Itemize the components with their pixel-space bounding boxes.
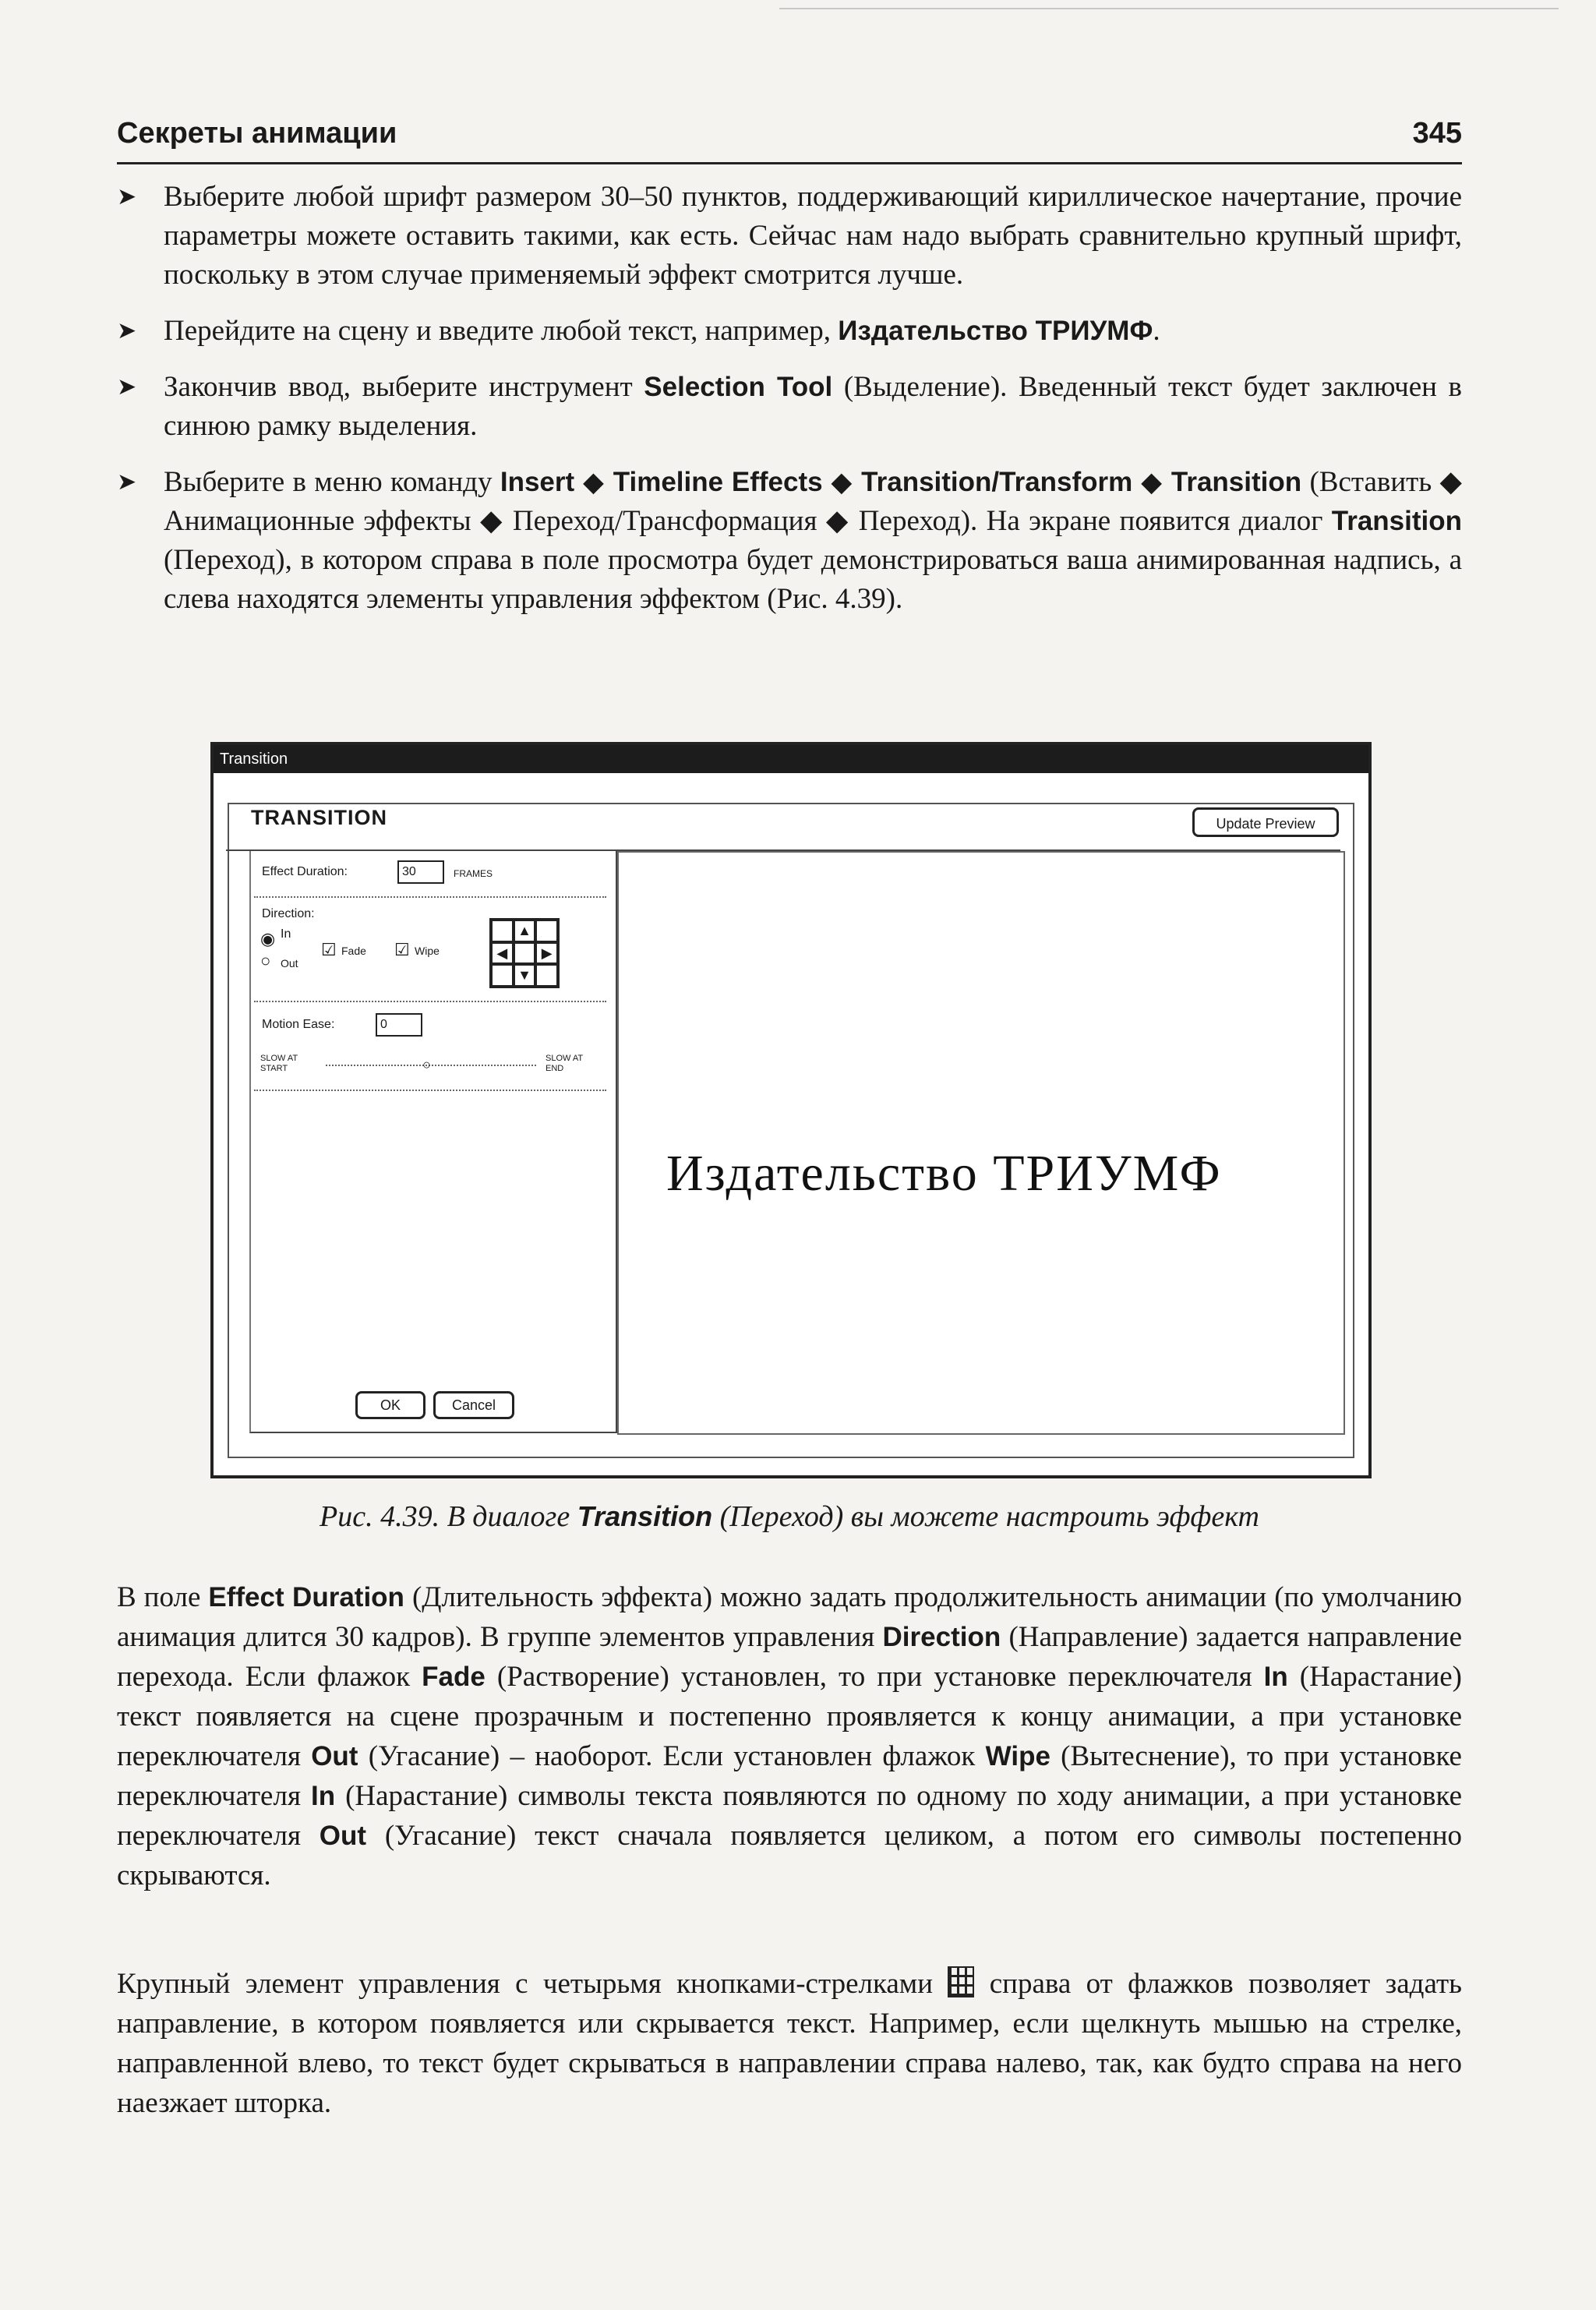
bold-term: Direction (882, 1622, 1001, 1652)
direction-label: Direction: (262, 907, 315, 920)
dialog-titlebar: Transition (214, 745, 1368, 773)
body-paragraph (117, 1577, 1462, 1895)
list-item-text (164, 466, 1462, 615)
radio-out[interactable]: ○ (260, 951, 271, 970)
caption-prefix: Рис. 4.39. В диалоге (320, 1500, 577, 1533)
slow-at-end-label: SLOW AT END (546, 1054, 583, 1073)
text-run: (Переход), в котором справа в поле просмотра будет демонстрироваться ваша анимированная надпись, а слева находятся элементы управления эффектом (Рис. 4.39). (164, 544, 1462, 615)
list-item (117, 178, 1462, 295)
bullet-arrow-icon: ➤ (117, 469, 137, 495)
text-run: Выберите в меню команду (164, 466, 500, 498)
paragraph-text: Крупный элемент управления с четырьмя кнопками-стрелками (117, 1968, 948, 2000)
list-item (117, 463, 1462, 619)
motion-ease-label: Motion Ease: (262, 1018, 335, 1031)
caption-bold: Transition (577, 1500, 713, 1532)
bold-term: In (310, 1781, 336, 1811)
wipe-checkbox[interactable]: ☑ (394, 940, 410, 959)
text-run: (Угасание) – наоборот. Если установлен флажок (358, 1740, 986, 1772)
bullet-arrow-icon: ➤ (117, 184, 137, 210)
text-run: Выберите любой шрифт размером 30–50 пунктов, поддерживающий кириллическое начертание, прочие параметры можете оставить такими, как есть. Сейчас нам надо выбрать сравнительно крупный шрифт, поскольку в этом случае применяемый эффект смотрится лучше. (164, 181, 1462, 291)
top-edge-rule (779, 8, 1559, 9)
list-item-text (164, 181, 1462, 291)
chapter-title: Секреты анимации (117, 117, 397, 150)
list-item-text (164, 371, 1462, 442)
text-run: (Вытеснение), то при установке переключателя (117, 1740, 1462, 1812)
motion-ease-field[interactable]: 0 (376, 1013, 422, 1037)
ease-slider-thumb[interactable]: ○ (422, 1057, 431, 1072)
frames-label: FRAMES (454, 868, 493, 879)
effect-settings-panel (249, 851, 617, 1433)
ok-button[interactable]: OK (355, 1391, 425, 1419)
effect-duration-field[interactable]: 30 (397, 860, 444, 884)
slow-at-start-label: SLOW AT START (260, 1054, 298, 1073)
arrow-left-button[interactable]: ◀ (491, 942, 514, 965)
bullet-arrow-icon: ➤ (117, 374, 137, 400)
arrow-grid-icon (948, 1966, 974, 1997)
text-run: Перейдите на сцену и введите любой текст, например, (164, 315, 839, 347)
fade-label: Fade (341, 945, 366, 957)
list-item (117, 312, 1462, 351)
body-paragraph (117, 1964, 1462, 2123)
paragraph-text: справа от флажков позволяет задать направление, в котором появляется или скрывается текст. Например, если щелкнуть мышью на стрелке, направленной влево, то текст будет скрываться в направлении справа налево, так, как будто справа на него наезжает шторка. (117, 1968, 1462, 2119)
instruction-list (117, 178, 1462, 636)
grid-corner (535, 964, 558, 987)
bold-term: Издательство ТРИУМФ (838, 316, 1153, 346)
update-preview-button[interactable]: Update Preview (1192, 807, 1339, 837)
figure-caption (117, 1499, 1462, 1534)
text-run: (Нарастание) текст появляется на сцене прозрачным и постепенно проявляется к концу анимации, а при установке переключателя (117, 1661, 1462, 1772)
radio-in-label: In (281, 927, 291, 941)
bold-term: Selection Tool (644, 372, 833, 402)
text-run: Закончив ввод, выберите инструмент (164, 371, 644, 403)
text-run: В поле (117, 1581, 209, 1613)
effect-duration-label: Effect Duration: (262, 865, 348, 878)
fade-checkbox[interactable]: ☑ (321, 940, 337, 959)
preview-panel (617, 851, 1345, 1435)
page-number: 345 (1412, 117, 1462, 150)
text-run: (Направление) задается направление перехода. Если флажок (117, 1621, 1462, 1693)
bold-term: Effect Duration (208, 1582, 404, 1612)
list-item (117, 368, 1462, 446)
section-separator (254, 896, 606, 898)
direction-arrow-grid (489, 918, 560, 988)
arrow-right-button[interactable]: ▶ (535, 942, 558, 965)
text-run: (Угасание) текст сначала появляется целиком, а потом его символы постепенно скрываются. (117, 1820, 1462, 1891)
text-run: (Вставить ◆ Анимационные эффекты ◆ Переход/Трансформация ◆ Переход). На экране появится диалог (164, 466, 1463, 537)
radio-out-label: Out (281, 957, 298, 970)
grid-center (514, 942, 536, 965)
wipe-label: Wipe (415, 945, 440, 957)
dialog-heading: TRANSITION (251, 806, 387, 829)
ease-slider-track[interactable] (326, 1065, 536, 1066)
section-separator (254, 1001, 606, 1002)
bold-term: Wipe (985, 1741, 1050, 1771)
arrow-up-button[interactable]: ▲ (514, 920, 536, 942)
running-header (117, 117, 1462, 164)
grid-corner (535, 920, 558, 942)
bold-term: In (1263, 1662, 1288, 1692)
bold-term: Out (319, 1821, 367, 1851)
bold-term: Insert ◆ Timeline Effects ◆ Transition/Transform ◆ Transition (500, 467, 1302, 497)
text-run: (Растворение) установлен, то при установке переключателя (485, 1661, 1264, 1693)
arrow-down-button[interactable]: ▼ (514, 964, 536, 987)
section-separator (254, 1090, 606, 1091)
bold-term: Transition (1331, 506, 1462, 536)
grid-corner (491, 920, 514, 942)
text-run: . (1153, 315, 1160, 347)
caption-suffix: (Переход) вы можете настроить эффект (712, 1500, 1259, 1533)
text-run: (Длительность эффекта) можно задать продолжительность анимации (по умолчанию анимация длится 30 кадров). В группе элементов управления (117, 1581, 1462, 1653)
list-item-text (164, 315, 1160, 347)
bold-term: Fade (422, 1662, 486, 1692)
grid-corner (491, 964, 514, 987)
bullet-arrow-icon: ➤ (117, 318, 137, 344)
text-run: (Выделение). Введенный текст будет заключен в синюю рамку выделения. (164, 371, 1463, 442)
text-run: (Нарастание) символы текста появляются по одному по ходу анимации, а при установке переключателя (117, 1780, 1463, 1852)
radio-in[interactable]: ◉ (260, 929, 276, 948)
bold-term: Out (311, 1741, 358, 1771)
cancel-button[interactable]: Cancel (433, 1391, 514, 1419)
animation-preview-text: Издательство ТРИУМФ (666, 1145, 1222, 1202)
